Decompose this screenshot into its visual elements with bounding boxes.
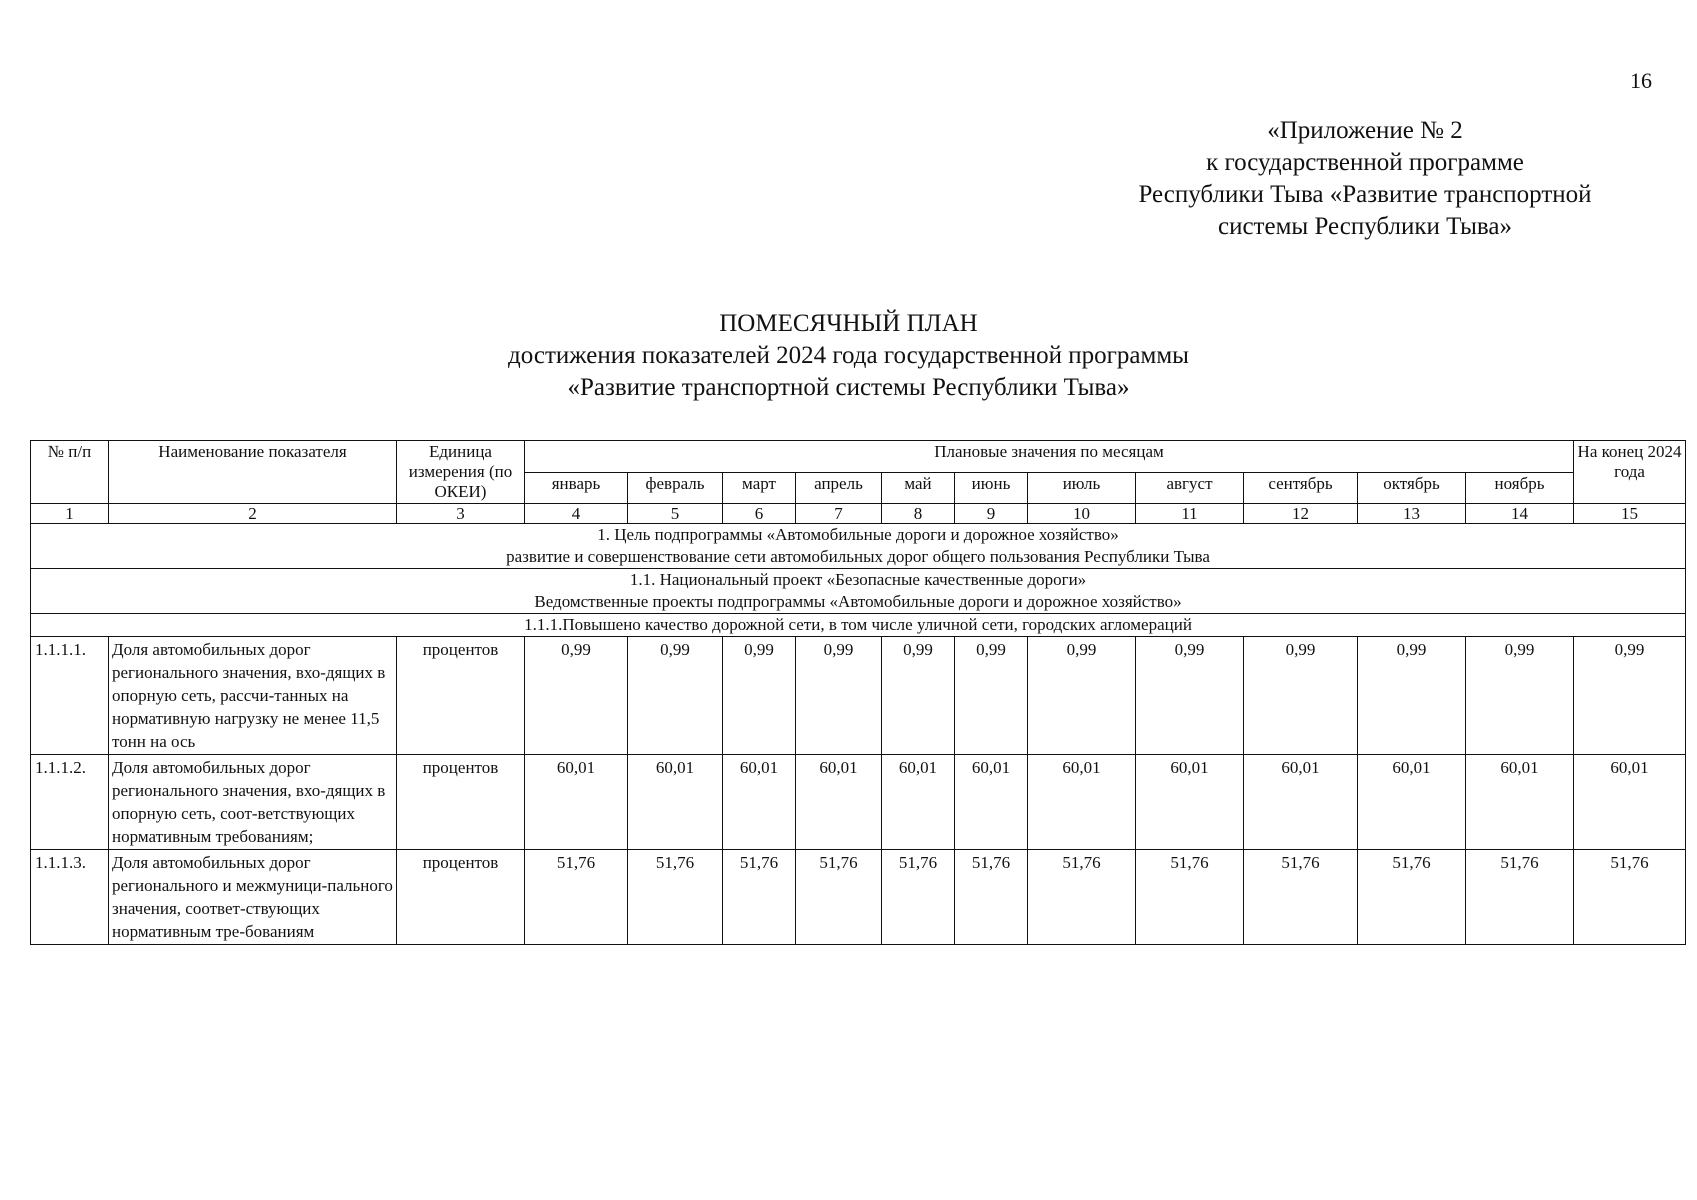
appendix-line: Республики Тыва «Развитие транспортной [1138,181,1592,208]
section-cell [31,524,1686,569]
value-cell: 0,99 [525,637,628,755]
indicator-name: Доля автомобильных дорог регионального значения, вхо-дящих в опорную сеть, соот-ветствующих нормативным требованиям; [109,755,397,850]
column-number: 13 [1358,504,1466,524]
column-number: 5 [628,504,723,524]
header-month: сентябрь [1244,472,1358,504]
section-heading: 1.1.1.Повышено качество дорожной сети, в том числе уличной сети, городских агломераций [524,615,1192,634]
column-number: 15 [1574,504,1686,524]
section-row-goal [31,524,1686,569]
section-subheading: Ведомственные проекты подпрограммы «Автомобильные дороги и дорожное хозяйство» [534,592,1182,611]
section-heading: 1. Цель подпрограммы «Автомобильные дороги и дорожное хозяйство» [597,525,1119,544]
section-heading: 1.1. Национальный проект «Безопасные качественные дороги» [629,570,1087,589]
section-row-task [31,614,1686,637]
column-number: 11 [1136,504,1244,524]
value-cell: 60,01 [723,755,796,850]
column-number: 6 [723,504,796,524]
value-cell: 60,01 [525,755,628,850]
page-number: 16 [1630,68,1652,93]
plan-table-wrapper [30,440,1686,945]
column-number: 2 [109,504,397,524]
unit-cell: процентов [397,755,525,850]
column-numbers-row [31,504,1686,524]
value-cell: 51,76 [1136,850,1244,945]
column-number: 9 [955,504,1028,524]
value-cell: 0,99 [723,637,796,755]
year-end-value: 0,99 [1574,637,1686,755]
appendix-line: «Приложение № 2 [1267,117,1463,144]
header-month: октябрь [1358,472,1466,504]
row-number: 1.1.1.1. [31,637,109,755]
value-cell: 0,99 [1358,637,1466,755]
value-cell: 51,76 [1358,850,1466,945]
header-month: апрель [796,472,882,504]
value-cell: 51,76 [723,850,796,945]
monthly-plan-table [30,440,1686,945]
row-number: 1.1.1.3. [31,850,109,945]
appendix-line: системы Республики Тыва» [1217,213,1513,240]
column-number: 8 [882,504,955,524]
section-cell [31,569,1686,614]
year-end-value: 60,01 [1574,755,1686,850]
title-line: ПОМЕСЯЧНЫЙ ПЛАН [719,310,978,337]
header-month: январь [525,472,628,504]
row-number: 1.1.1.2. [31,755,109,850]
header-month: март [723,472,796,504]
value-cell: 51,76 [1466,850,1574,945]
title-line: «Развитие транспортной системы Республики Тыва» [567,374,1130,401]
value-cell: 60,01 [1028,755,1136,850]
value-cell: 0,99 [1466,637,1574,755]
header-month: ноябрь [1466,472,1574,504]
header-month: июль [1028,472,1136,504]
value-cell: 0,99 [1244,637,1358,755]
table-row [31,755,1686,850]
value-cell: 60,01 [1358,755,1466,850]
header-planned-values: Плановые значения по месяцам [525,441,1574,473]
value-cell: 51,76 [525,850,628,945]
column-number: 3 [397,504,525,524]
value-cell: 0,99 [1136,637,1244,755]
section-subheading: развитие и совершенствование сети автомобильных дорог общего пользования Республики Тыва [506,547,1210,566]
column-number: 12 [1244,504,1358,524]
header-unit: Единица измерения (по ОКЕИ) [397,441,525,504]
indicator-name: Доля автомобильных дорог регионального и межмуници-пального значения, соответ-ствующих нормативным тре-бованиям [109,850,397,945]
column-number: 4 [525,504,628,524]
header-month: август [1136,472,1244,504]
header-month: май [882,472,955,504]
column-number: 1 [31,504,109,524]
year-end-value: 51,76 [1574,850,1686,945]
table-row [31,637,1686,755]
value-cell: 60,01 [796,755,882,850]
value-cell: 0,99 [628,637,723,755]
value-cell: 51,76 [628,850,723,945]
table-row [31,850,1686,945]
column-number: 14 [1466,504,1574,524]
indicator-name: Доля автомобильных дорог регионального значения, вхо-дящих в опорную сеть, рассчи-танных на нормативную нагрузку не менее 11,5 тонн на ось [109,637,397,755]
document-title [0,308,1697,404]
header-indicator-name: Наименование показателя [109,441,397,504]
title-line: достижения показателей 2024 года государственной программы [508,342,1189,369]
value-cell: 51,76 [882,850,955,945]
value-cell: 51,76 [1028,850,1136,945]
header-year-end: На конец 2024 года [1574,441,1686,504]
appendix-line: к государственной программе [1206,149,1524,176]
value-cell: 0,99 [796,637,882,755]
value-cell: 60,01 [1136,755,1244,850]
value-cell: 51,76 [1244,850,1358,945]
value-cell: 60,01 [628,755,723,850]
unit-cell: процентов [397,637,525,755]
value-cell: 0,99 [1028,637,1136,755]
column-number: 7 [796,504,882,524]
value-cell: 60,01 [1244,755,1358,850]
value-cell: 60,01 [955,755,1028,850]
appendix-note [1100,115,1630,243]
value-cell: 60,01 [882,755,955,850]
section-row-national-project [31,569,1686,614]
value-cell: 60,01 [1466,755,1574,850]
value-cell: 51,76 [955,850,1028,945]
header-month: июнь [955,472,1028,504]
column-number: 10 [1028,504,1136,524]
section-cell [31,614,1686,637]
value-cell: 0,99 [882,637,955,755]
value-cell: 0,99 [955,637,1028,755]
header-row [31,441,1686,473]
value-cell: 51,76 [796,850,882,945]
unit-cell: процентов [397,850,525,945]
header-number: № п/п [31,441,109,504]
header-month: февраль [628,472,723,504]
